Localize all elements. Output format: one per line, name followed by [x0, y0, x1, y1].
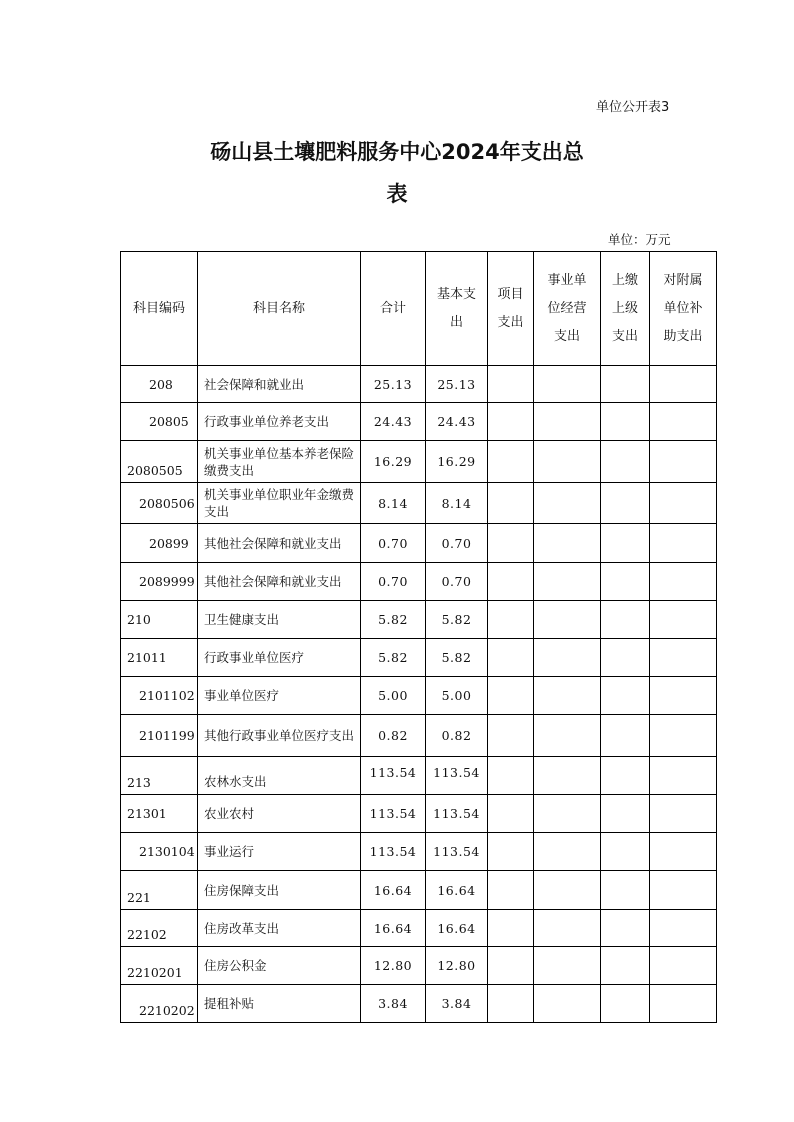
cell-upper — [601, 677, 650, 715]
cell-business — [534, 601, 601, 639]
cell-name: 提租补贴 — [198, 985, 361, 1023]
header-project-line: 项目 — [497, 286, 524, 302]
cell-code: 210 — [121, 601, 198, 639]
header-business-line: 位经营 — [547, 300, 587, 316]
header-name: 科目名称 — [198, 252, 361, 366]
cell-business — [534, 677, 601, 715]
table-row — [121, 563, 717, 601]
cell-name: 社会保障和就业出 — [198, 366, 361, 403]
header-basic-line: 出 — [449, 314, 463, 330]
cell-basic: 16.64 — [426, 871, 488, 910]
cell-name: 其他行政事业单位医疗支出 — [198, 715, 361, 757]
header-basic — [426, 252, 488, 366]
cell-code: 2089999 — [121, 563, 198, 601]
table-row — [121, 677, 717, 715]
cell-code: 2210202 — [121, 985, 198, 1023]
cell-upper — [601, 947, 650, 985]
cell-subsidy — [650, 601, 717, 639]
cell-name: 机关事业单位基本养老保险缴费支出 — [198, 441, 361, 483]
cell-subsidy — [650, 441, 717, 483]
header-subsidy-line: 对附属 — [663, 272, 703, 288]
table-row — [121, 524, 717, 563]
cell-total: 25.13 — [361, 366, 426, 403]
table-row — [121, 947, 717, 985]
cell-business — [534, 833, 601, 871]
cell-business — [534, 985, 601, 1023]
cell-project — [488, 483, 534, 524]
cell-total: 113.54 — [361, 833, 426, 871]
table-row — [121, 757, 717, 795]
cell-upper — [601, 757, 650, 795]
cell-basic: 3.84 — [426, 985, 488, 1023]
cell-basic: 113.54 — [426, 833, 488, 871]
cell-name: 事业单位医疗 — [198, 677, 361, 715]
cell-code: 21011 — [121, 639, 198, 677]
cell-subsidy — [650, 910, 717, 947]
cell-business — [534, 524, 601, 563]
cell-project — [488, 871, 534, 910]
cell-upper — [601, 910, 650, 947]
cell-total: 3.84 — [361, 985, 426, 1023]
header-upper-line: 支出 — [611, 328, 638, 344]
cell-business — [534, 757, 601, 795]
table-row — [121, 871, 717, 910]
cell-code: 2080505 — [121, 441, 198, 483]
cell-code: 21301 — [121, 795, 198, 833]
cell-project — [488, 757, 534, 795]
header-total — [361, 252, 426, 366]
cell-subsidy — [650, 795, 717, 833]
cell-name: 行政事业单位医疗 — [198, 639, 361, 677]
table-row — [121, 601, 717, 639]
cell-project — [488, 403, 534, 441]
cell-code: 2080506 — [121, 483, 198, 524]
cell-total: 0.82 — [361, 715, 426, 757]
cell-name: 住房保障支出 — [198, 871, 361, 910]
cell-total: 12.80 — [361, 947, 426, 985]
cell-name: 机关事业单位职业年金缴费支出 — [198, 483, 361, 524]
cell-name: 事业运行 — [198, 833, 361, 871]
header-total-line: 合计 — [379, 300, 406, 316]
cell-basic: 12.80 — [426, 947, 488, 985]
cell-business — [534, 947, 601, 985]
header-upper-line: 上缴 — [611, 272, 638, 288]
cell-subsidy — [650, 639, 717, 677]
cell-upper — [601, 441, 650, 483]
cell-code: 2101199 — [121, 715, 198, 757]
cell-upper — [601, 715, 650, 757]
cell-name: 农业农村 — [198, 795, 361, 833]
cell-total: 5.82 — [361, 601, 426, 639]
cell-business — [534, 715, 601, 757]
cell-subsidy — [650, 403, 717, 441]
cell-subsidy — [650, 757, 717, 795]
header-basic-line: 基本支 — [436, 286, 476, 302]
cell-name: 其他社会保障和就业支出 — [198, 524, 361, 563]
cell-business — [534, 483, 601, 524]
cell-code: 2210201 — [121, 947, 198, 985]
header-subsidy-line: 单位补 — [663, 300, 703, 316]
cell-basic: 113.54 — [426, 795, 488, 833]
cell-total: 8.14 — [361, 483, 426, 524]
cell-project — [488, 601, 534, 639]
cell-subsidy — [650, 947, 717, 985]
table-row — [121, 833, 717, 871]
unit-label: 单位：万元 — [608, 232, 671, 247]
cell-basic: 16.29 — [426, 441, 488, 483]
cell-upper — [601, 563, 650, 601]
cell-total: 24.43 — [361, 403, 426, 441]
header-upper-line: 上级 — [611, 300, 638, 316]
cell-project — [488, 795, 534, 833]
cell-subsidy — [650, 524, 717, 563]
cell-basic: 0.82 — [426, 715, 488, 757]
cell-subsidy — [650, 833, 717, 871]
cell-business — [534, 366, 601, 403]
cell-total: 113.54 — [361, 757, 426, 795]
cell-name: 卫生健康支出 — [198, 601, 361, 639]
header-business-line: 事业单 — [547, 272, 587, 288]
cell-basic: 0.70 — [426, 563, 488, 601]
cell-business — [534, 639, 601, 677]
header-business-line: 支出 — [553, 328, 580, 344]
cell-name: 行政事业单位养老支出 — [198, 403, 361, 441]
cell-business — [534, 563, 601, 601]
cell-total: 0.70 — [361, 524, 426, 563]
cell-business — [534, 910, 601, 947]
cell-total: 5.00 — [361, 677, 426, 715]
cell-basic: 25.13 — [426, 366, 488, 403]
table-row — [121, 715, 717, 757]
cell-code: 213 — [121, 757, 198, 795]
cell-code: 22102 — [121, 910, 198, 947]
cell-basic: 8.14 — [426, 483, 488, 524]
cell-business — [534, 441, 601, 483]
cell-upper — [601, 833, 650, 871]
cell-project — [488, 441, 534, 483]
cell-project — [488, 677, 534, 715]
cell-code: 2101102 — [121, 677, 198, 715]
cell-name: 其他社会保障和就业支出 — [198, 563, 361, 601]
header-upper — [601, 252, 650, 366]
cell-upper — [601, 985, 650, 1023]
table-row — [121, 985, 717, 1023]
cell-upper — [601, 601, 650, 639]
cell-upper — [601, 524, 650, 563]
cell-upper — [601, 795, 650, 833]
cell-code: 208 — [121, 366, 198, 403]
header-project-line: 支出 — [497, 314, 524, 330]
cell-upper — [601, 639, 650, 677]
header-row — [121, 252, 717, 366]
header-project — [488, 252, 534, 366]
cell-code: 20805 — [121, 403, 198, 441]
cell-total: 16.64 — [361, 910, 426, 947]
cell-code: 2130104 — [121, 833, 198, 871]
cell-subsidy — [650, 715, 717, 757]
cell-basic: 5.82 — [426, 601, 488, 639]
cell-code: 221 — [121, 871, 198, 910]
cell-total: 16.64 — [361, 871, 426, 910]
table-row — [121, 441, 717, 483]
cell-upper — [601, 403, 650, 441]
cell-basic: 0.70 — [426, 524, 488, 563]
cell-upper — [601, 871, 650, 910]
cell-basic: 24.43 — [426, 403, 488, 441]
table-row — [121, 795, 717, 833]
cell-project — [488, 833, 534, 871]
cell-basic: 16.64 — [426, 910, 488, 947]
cell-subsidy — [650, 985, 717, 1023]
header-subsidy — [650, 252, 717, 366]
cell-code: 20899 — [121, 524, 198, 563]
cell-subsidy — [650, 871, 717, 910]
cell-total: 5.82 — [361, 639, 426, 677]
cell-basic: 5.82 — [426, 639, 488, 677]
header-code: 科目编码 — [121, 252, 198, 366]
cell-total: 16.29 — [361, 441, 426, 483]
cell-subsidy — [650, 563, 717, 601]
table-row — [121, 910, 717, 947]
cell-business — [534, 403, 601, 441]
cell-name: 住房改革支出 — [198, 910, 361, 947]
cell-project — [488, 524, 534, 563]
page-title-line-1: 砀山县土壤肥料服务中心2024年支出总 — [210, 140, 584, 164]
header-subsidy-line: 助支出 — [663, 328, 703, 344]
cell-subsidy — [650, 677, 717, 715]
cell-project — [488, 985, 534, 1023]
cell-total: 0.70 — [361, 563, 426, 601]
header-business — [534, 252, 601, 366]
expenditure-table — [120, 251, 717, 1023]
cell-project — [488, 563, 534, 601]
table-row — [121, 483, 717, 524]
cell-business — [534, 795, 601, 833]
cell-project — [488, 366, 534, 403]
table-row — [121, 366, 717, 403]
cell-project — [488, 715, 534, 757]
cell-name: 农林水支出 — [198, 757, 361, 795]
cell-upper — [601, 483, 650, 524]
table-body — [121, 366, 717, 1023]
cell-business — [534, 871, 601, 910]
cell-project — [488, 947, 534, 985]
table-number-label: 单位公开表3 — [596, 100, 670, 115]
cell-upper — [601, 366, 650, 403]
cell-subsidy — [650, 483, 717, 524]
cell-subsidy — [650, 366, 717, 403]
cell-basic: 5.00 — [426, 677, 488, 715]
cell-name: 住房公积金 — [198, 947, 361, 985]
cell-project — [488, 639, 534, 677]
cell-basic: 113.54 — [426, 757, 488, 795]
table-row — [121, 403, 717, 441]
cell-project — [488, 910, 534, 947]
page-title-line-2: 表 — [386, 182, 408, 206]
cell-total: 113.54 — [361, 795, 426, 833]
table-row — [121, 639, 717, 677]
